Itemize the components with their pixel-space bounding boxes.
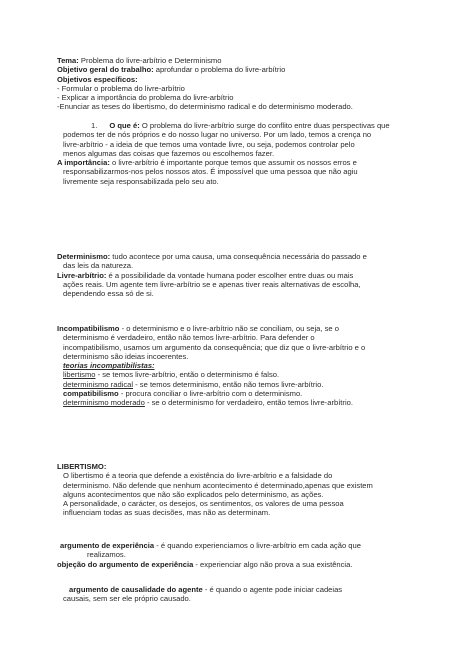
section-libertismo (57, 462, 437, 518)
incompatibilismo-label: Incompatibilismo (57, 324, 120, 333)
tema-label: Tema: (57, 56, 79, 65)
paragraph-line: livre-arbítrio - a ideia de que temos uma vontade livre, ou seja, podemos controlar pelo (63, 139, 355, 149)
objetivo-line (57, 65, 437, 74)
paragraph-line: menos algumas das coisas que fazemos ou escolhemos fazer. (63, 148, 275, 158)
argumento-causalidade-block (57, 585, 437, 604)
paragraph-line: alguns acontecimentos que não são explicados pelo determinismo, as ações. (63, 489, 324, 499)
paragraph-line: O libertismo é a teoria que defende a existência do livre-arbítrio e a falsidade do (63, 471, 333, 481)
livre-arbitrio-label: Livre-arbítrio: (57, 270, 107, 280)
paragraph-line: incompatibilismo, usamos um argumento da consequência; que diz que o livre-arbítrio e o (63, 342, 366, 352)
paragraph-line: determinismo são ideias incoerentes. (63, 351, 189, 361)
argumento-causalidade-term: argumento de causalidade do agente (69, 585, 203, 594)
especifico-item: - Explicar a importância do problema do livre-arbítrio (57, 93, 234, 103)
argumento-experiencia-block (57, 541, 437, 569)
especificos-heading: Objetivos específicos: (57, 74, 138, 84)
list-number: 1. (91, 121, 98, 130)
libertismo-term: libertismo (63, 370, 96, 380)
paragraph-line: realizamos. (87, 550, 126, 560)
objetivo-label: Objetivo geral do trabalho: (57, 65, 154, 75)
paragraph-line: determinismo é verdadeiro, então não temos livre-arbítrio. Para defender o (63, 333, 315, 343)
determinismo-moderado-line: determinismo moderado - se o determinismo for verdadeiro, então temos livre-arbítrio. (63, 398, 353, 408)
paragraph-line: podemos ter de nós próprios e do nosso lugar no universo. Por um lado, temos a crença no (63, 130, 372, 140)
determinismo-moderado-term: determinismo moderado (63, 398, 145, 408)
objecao-line: objeção do argumento de experiência - experienciar algo não prova a sua existência. (57, 559, 353, 569)
paragraph-line: A personalidade, o carácter, os desejos, os sentimentos, os valores de uma pessoa (63, 499, 344, 509)
objecao-term: objeção do argumento de experiência (57, 559, 194, 569)
o-que-e-line: 1. O que é: O problema do livre-arbítrio surge do conflito entre duas perspectivas que (91, 121, 390, 130)
paragraph-line: das leis da natureza. (63, 261, 134, 271)
argumento-experiencia-term: argumento de experiência (60, 541, 155, 550)
compatibilismo-line: compatibilismo - procura conciliar o livre-arbítrio com o determinismo. (63, 389, 303, 399)
objetivo-value: aprofundar o problema do livre-arbítrio (153, 65, 286, 75)
determinismo-label: Determinismo: (57, 252, 111, 261)
argumento-causalidade-line: argumento de causalidade do agente - é quando o agente pode iniciar cadeias (69, 585, 343, 594)
section-o-que-e (57, 121, 437, 186)
teorias-heading: teorias incompatibilistas: (63, 361, 155, 371)
paragraph-line: ações reais. Um agente tem livre-arbítrio se e apenas tiver reais alternativas de escolha, (63, 279, 361, 289)
paragraph-line: livremente seja responsabilizada pelo seu ato. (63, 176, 219, 186)
libertismo-title: LIBERTISMO: (57, 462, 107, 471)
livre-arbitrio-line: Livre-arbítrio: é a possibilidade da vontade humana poder escolher entre duas ou mais (57, 270, 354, 280)
compatibilismo-term: compatibilismo (63, 389, 119, 399)
paragraph-line: determinismo. Não defende que nenhum acontecimento é determinado,apenas que existem (63, 480, 373, 490)
especifico-item: -Enunciar as teses do libertismo, do determinismo radical e do determinismo moderado. (57, 102, 353, 112)
argumento-experiencia-line: argumento de experiência - é quando experienciamos o livre-arbítrio em cada ação que (60, 541, 361, 550)
o-que-e-label: O que é: (109, 121, 140, 130)
section-incompatibilismo (57, 324, 437, 408)
paragraph-line: influenciam todas as suas decisões, mas não as determinam. (63, 508, 271, 518)
header-block (57, 56, 437, 112)
tema-line (57, 56, 437, 65)
paragraph-line: responsabilizarmos-nos pelos nossos atos. É impossível que uma pessoa que não agiu (63, 167, 358, 177)
incompatibilismo-line: Incompatibilismo - o determinismo e o livre-arbítrio não se conciliam, ou seja, se o (57, 324, 339, 333)
importancia-line: A importância: o livre-arbítrio é importante porque temos que assumir os nossos erros e (57, 158, 357, 168)
paragraph-line: causais, sem ser ele próprio causado. (63, 594, 191, 604)
tema-value: Problema do livre-arbítrio e Determinismo (78, 56, 222, 65)
importancia-label: A importância: (57, 158, 110, 168)
determinismo-line: Determinismo: tudo acontece por uma causa, uma consequência necessária do passado e (57, 252, 367, 261)
especifico-item: - Formular o problema do livre-arbítrio (57, 83, 185, 93)
determinismo-radical-line: determinismo radical - se temos determinismo, então não temos livre-arbítrio. (63, 379, 324, 389)
section-determinismo (57, 252, 437, 298)
paragraph-line: dependendo essa só de si. (63, 289, 154, 299)
determinismo-radical-term: determinismo radical (63, 379, 134, 389)
libertismo-line: libertismo - se temos livre-arbítrio, então o determinismo é falso. (63, 370, 280, 380)
